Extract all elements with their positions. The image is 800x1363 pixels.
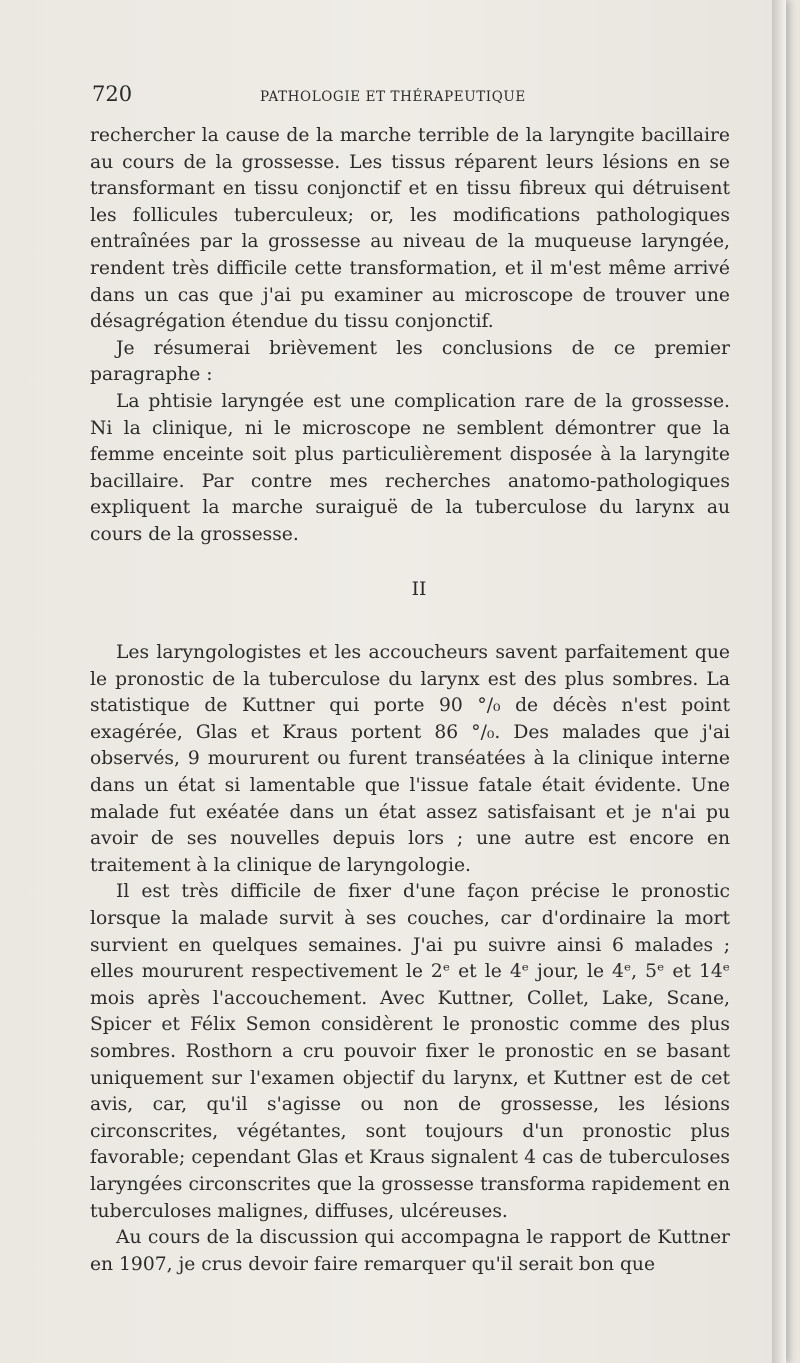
paragraph: rechercher la cause de la marche terrible de la laryngite bacillaire au cours de la grossesse. Les tissus réparent leurs lésions en se transformant en tissu conjonctif et en tissu fibreux qui détruisent les follicules tuberculeux; or, les modifications pathologiques entraînées par la grossesse au niveau de la muqueuse laryngée, rendent très difficile cette transformation, et il m'est même arrivé dans un cas que j'ai pu examiner au microscope de trouver une désagrégation étendue du tissu conjonctif. — [90, 125, 730, 333]
body-text — [90, 123, 730, 1278]
paragraph: La phtisie laryngée est une complication rare de la grossesse. Ni la clinique, ni le microscope ne semblent démontrer que la femme enceinte soit plus particulièrement disposée à la laryngite bacillaire. Par contre mes recherches anatomo-pathologiques expliquent la marche suraiguë de la tuberculose du larynx au cours de la grossesse. — [90, 390, 730, 545]
paragraph: Il est très difficile de fixer d'une façon précise le pronostic lorsque la malade survit à ses couches, car d'ordinaire la mort survient en quelques semaines. J'ai pu suivre ainsi 6 malades ; elles moururent respectivement le 2ᵉ et le 4ᵉ jour, le 4ᵉ, 5ᵉ et 14ᵉ mois après l'accouchement. Avec Kuttner, Collet, Lake, Scane, Spicer et Félix Semon considèrent le pronostic comme des plus sombres. Rosthorn a cru pouvoir fixer le pronostic en se basant uniquement sur l'examen objectif du larynx, et Kuttner est de cet avis, car, qu'il s'agisse ou non de grossesse, les lésions circonscrites, végétantes, sont toujours d'un pronostic plus favorable; cependant Glas et Kraus signalent 4 cas de tuberculoses laryngées circonscrites que la grossesse transforma rapidement en tuberculoses malignes, diffuses, ulcéreuses. — [90, 881, 730, 1222]
section-heading: II — [411, 578, 427, 600]
page-edge — [772, 0, 786, 1363]
paragraph: Au cours de la discussion qui accompagna le rapport de Kuttner en 1907, je crus devoir faire remarquer qu'il serait bon que — [90, 1227, 730, 1275]
paragraph: Je résumerai brièvement les conclusions de ce premier paragraphe : — [90, 337, 730, 386]
running-title: PATHOLOGIE ET THÉRAPEUTIQUE — [260, 89, 526, 105]
paragraph: Les laryngologistes et les accoucheurs savent parfaitement que le pronostic de la tuberculose du larynx est des plus sombres. La statistique de Kuttner qui porte 90 °/₀ de décès n'est point exagérée, Glas et Kraus portent 86 °/₀. Des malades que j'ai observés, 9 moururent ou furent transéatées à la clinique interne dans un état si lamentable que l'issue fatale était évidente. Une malade fut exéatée dans un état assez satisfaisant et je n'ai pu avoir de ses nouvelles depuis lors ; une autre est encore en traitement à la clinique de laryngologie. — [90, 642, 730, 876]
page-number: 720 — [92, 82, 133, 106]
page-header — [92, 82, 730, 112]
